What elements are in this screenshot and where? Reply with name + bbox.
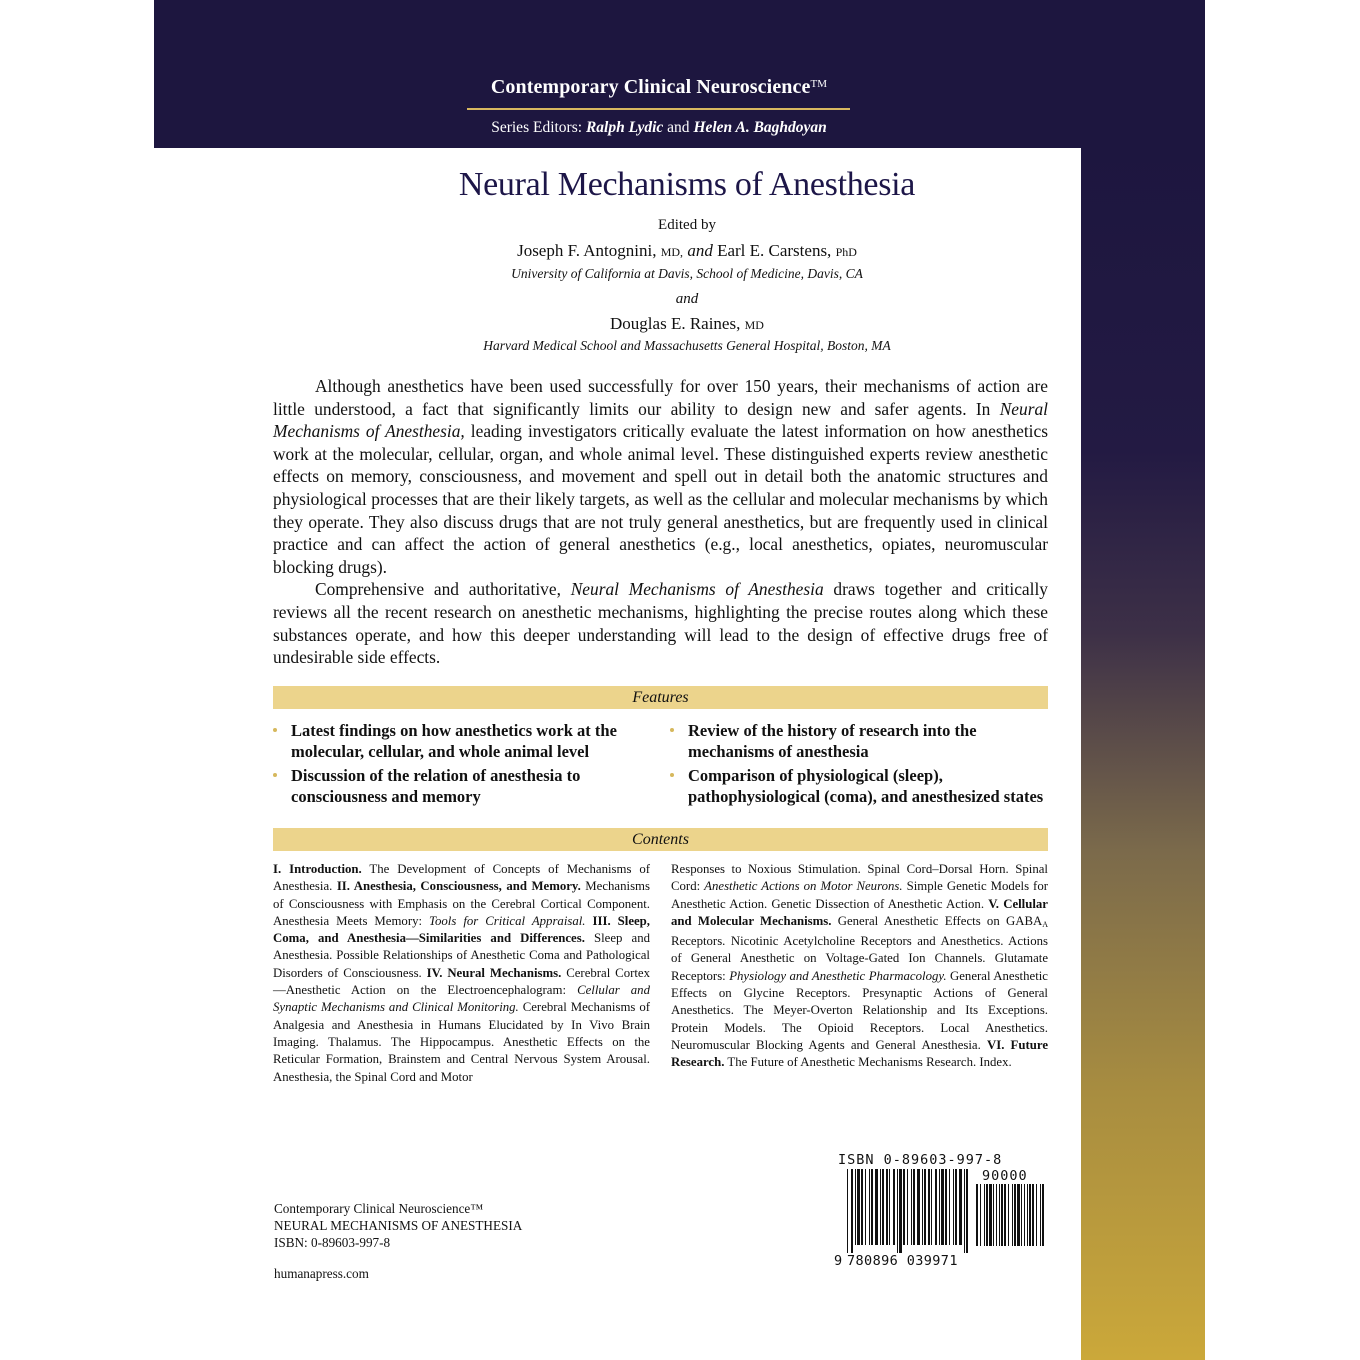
series-title: Contemporary Clinical Neuroscience™: [490, 76, 828, 98]
bullet-icon: [670, 773, 674, 777]
authors-line-2: Douglas E. Raines, MD: [610, 314, 764, 333]
gold-rule: [467, 108, 850, 110]
series-header: [154, 0, 1205, 148]
barcode-addon-digits: 90000: [982, 1168, 1028, 1184]
feature-item: Latest findings on how anesthetics work at the molecular, cellular, and whole animal level: [273, 720, 648, 762]
barcode-first-digit: 9: [834, 1253, 843, 1269]
barcode-bars-icon: [847, 1169, 969, 1253]
and-line: and: [675, 291, 699, 307]
editor-name: Ralph Lydic: [585, 119, 664, 136]
bullet-icon: [273, 773, 277, 777]
feature-item: Comparison of physiological (sleep), pathophysiological (coma), and anesthesized states: [670, 765, 1045, 807]
trademark: TM: [810, 78, 828, 90]
feature-item: Discussion of the relation of anesthesia to consciousness and memory: [273, 765, 648, 807]
isbn-barcode: [832, 1152, 1050, 1274]
imprint-series: Contemporary Clinical Neuroscience™: [274, 1201, 484, 1216]
editor-name: Helen A. Baghdoyan: [693, 119, 827, 136]
description-paragraph: Comprehensive and authoritative, Neural Mechanisms of Anesthesia draws together and critically reviews all the recent research on anesthetic mechanisms, highlighting the precise routes along which these substances operate, and how this deeper understanding will lead to the design of effective drugs free of undesirable side effects.: [273, 579, 1048, 668]
imprint-title: NEURAL MECHANISMS OF ANESTHESIA: [274, 1218, 523, 1233]
bullet-icon: [670, 728, 674, 732]
publisher-link[interactable]: humanapress.com: [274, 1266, 369, 1281]
description-paragraph: Although anesthetics have been used successfully for over 150 years, their mechanisms of action are little understood, a fact that significantly limits our ability to design new and safer agents. In Neural Mechanisms of Anesthesia, leading investigators critically evaluate the latest information on how anesthetics work at the molecular, cellular, organ, and whole animal level. These distinguished experts review anesthetic effects on memory, consciousness, and movement and spell out in detail both the anatomic structures and physiological processes that are their likely targets, as well as the cellular and molecular mechanisms by which they operate. They also discuss drugs that are not truly general anesthetics, but are frequently used in clinical practice and can affect the action of general anesthetics (e.g., local anesthetics, opiates, neuromuscular blocking drugs).: [273, 376, 1049, 577]
contents-heading: Contents: [273, 828, 1048, 851]
barcode-isbn-text: ISBN 0-89603-997-8: [838, 1152, 1003, 1168]
contents-column-right: Responses to Noxious Stimulation. Spinal Cord–Dorsal Horn. Spinal Cord: Anesthetic Actions on Motor Neurons. Simple Genetic Models for Anesthetic Action. Genetic Dissection of Anesthetic Action. V. Cellular and Molecular Mechanisms. General Anesthetic Effects on $GABA_A$ Receptors. Nicotinic Acetylcholine Receptors and Anesthetics. Actions of General Anesthetic on Voltage-Gated Ion Channels. Glutamate Receptors: Physiology and Anesthetic Pharmacology. General Anesthetic Effects on Glycine Receptors. Presynaptic Actions of General Anesthetics. The Meyer-Overton Relationship and Its Exceptions. Protein Models. The Opioid Receptors. Local Anesthetics. Neuromuscular Blocking Agents and General Anesthesia. VI. Future Research. The Future of Anesthetic Mechanisms Research. Index.: [671, 862, 1048, 1070]
imprint-isbn: ISBN: 0-89603-997-8: [274, 1235, 391, 1250]
barcode-addon-bars-icon: [976, 1184, 1044, 1254]
edited-by: Edited by: [658, 217, 716, 233]
feature-item: Review of the history of research into the mechanisms of anesthesia: [670, 720, 1045, 762]
series-editors: Series Editors: Ralph Lydic and Helen A. Baghdoyan: [491, 119, 827, 136]
authors-line-1: Joseph F. Antognini, MD, and Earl E. Carstens, PhD: [517, 241, 857, 260]
features-column: [670, 720, 1045, 810]
features-heading: Features: [273, 686, 1048, 709]
imprint: [274, 1200, 522, 1282]
back-cover: [154, 0, 1205, 1360]
bullet-icon: [273, 728, 277, 732]
features-column: [273, 720, 648, 810]
affiliation-2: Harvard Medical School and Massachusetts General Hospital, Boston, MA: [483, 338, 891, 353]
affiliation-1: University of California at Davis, School of Medicine, Davis, CA: [511, 266, 863, 281]
contents-column-left: I. Introduction. The Development of Concepts of Mechanisms of Anesthesia. II. Anesthesia, Consciousness, and Memory. Mechanisms of Consciousness with Emphasis on the Cerebral Cortical Component. Anesthesia Meets Memory: Tools for Critical Appraisal. III. Sleep, Coma, and Anesthesia—Similarities and Differences. Sleep and Anesthesia. Possible Relationships of Anesthetic Coma and Pathological Disorders of Consciousness. IV. Neural Mechanisms. Cerebral Cortex—Anesthetic Action on the Electroencephalogram: Cellular and Synaptic Mechanisms and Clinical Monitoring. Cerebral Mechanisms of Analgesia and Anesthesia in Humans Elucidated by In Vivo Brain Imaging. Thalamus. The Hippocampus. Anesthetic Effects on the Reticular Formation, Brainstem and Central Nervous System Arousal. Anesthesia, the Spinal Cord and Motor: [273, 862, 651, 1084]
book-title: Neural Mechanisms of Anesthesia: [458, 166, 916, 203]
description: [273, 375, 1048, 669]
barcode-digits: 780896 039971: [847, 1253, 958, 1269]
